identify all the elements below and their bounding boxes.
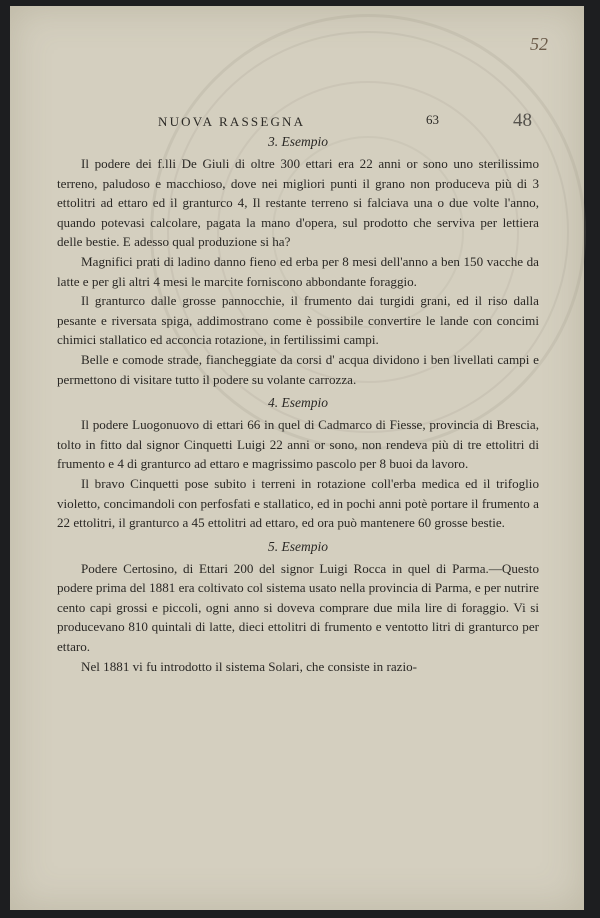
paragraph: Il podere dei f.lli De Giuli di oltre 300 ettari era 22 anni or sono uno sterilissimo terreno, paludoso e macchioso, dove nei migliori punti il grano non produceva più di 3 ettolitri ad ettaro ed il granturco 4, Il restante terreno si falciava una o due volte l'anno, quando potevasi calcolare, pagata la mano d'opera, sul prodotto che serviva per lettiera delle bestie. E adesso qual produzione si ha?	[57, 156, 539, 250]
document-page	[10, 6, 584, 910]
section-title: 5. Esempio	[268, 538, 328, 554]
paragraph: Podere Certosino, di Ettari 200 del signor Luigi Rocca in quel di Parma.—Questo podere prima del 1881 era coltivato col sistema usato nella provincia di Parma, e per nutrire cento capi grossi e piccoli, ogni anno si doveva comprare due mila lire di foraggio. Vi si producevano 810 quintali di latte, dieci ettolitri di frumento e ventotto litri di granturco per ettaro.	[57, 560, 539, 655]
paragraph: Il podere Luogonuovo di ettari 66 in quel di Cadmarco di Fiesse, provincia di Brescia, tolto in fitto dal signor Cinquetti Luigi 22 anni or sono, non rendeva più di tre ettolitri di frumento e 4 di granturco ad ettaro e magrissimo pascolo per 8 buoi da lavoro.	[57, 417, 539, 472]
paragraph: Belle e comode strade, fiancheggiate da corsi d' acqua dividono i ben livellati campi e permettono di visitare tutto il podere su volante carrozza.	[57, 351, 539, 387]
page-number: 63	[426, 112, 439, 127]
paragraph: Il bravo Cinquetti pose subito i terreni in rotazione coll'erba medica ed il trifoglio violetto, concimandoli con perfosfati e stallatico, ed in pochi anni potè portare il frumento a 22 ettolitri, il granturco a 45 ettolitri ad ettaro, ed ora può mantenere 60 grosse bestie.	[57, 475, 539, 531]
section-title: 3. Esempio	[268, 134, 328, 149]
body-text	[57, 132, 539, 676]
section-title: 4. Esempio	[268, 395, 328, 411]
paragraph: Nel 1881 vi fu introdotto il sistema Solari, che consiste in razio-	[81, 658, 418, 674]
handwritten-number-top: 52	[530, 34, 548, 54]
paragraph: Magnifici prati di ladino danno fieno ed erba per 8 mesi dell'anno a ben 150 vacche da latte e per gli altri 4 mesi le marcite forniscono abbondante foraggio.	[57, 253, 539, 289]
handwritten-number-side: 48	[513, 110, 532, 131]
running-title: NUOVA RASSEGNA	[158, 114, 306, 129]
paragraph: Il granturco dalle grosse pannocchie, il frumento dai turgidi grani, ed il riso dalla pesante e riversata spiga, addimostrano come è possibile convertire le lande con concimi chimici stallatico ed acconcia rotazione, in fertilissimi campi.	[57, 293, 539, 348]
